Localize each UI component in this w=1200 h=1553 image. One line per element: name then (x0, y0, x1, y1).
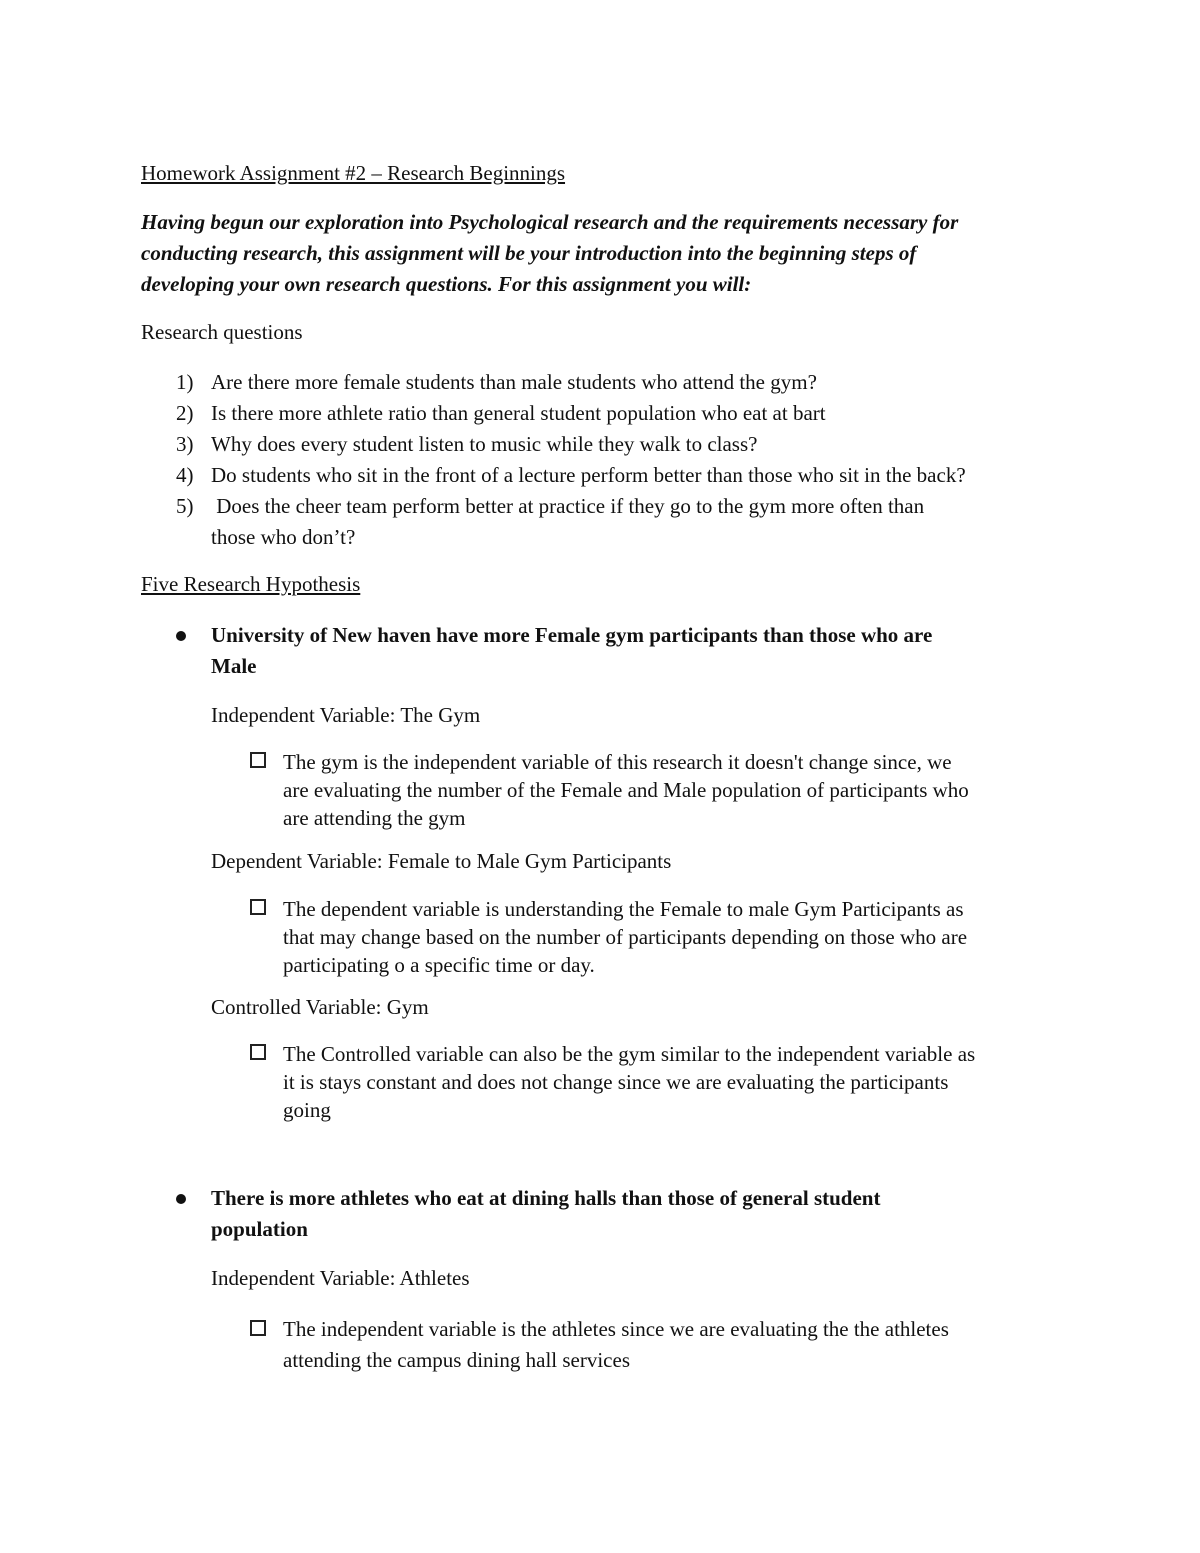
checkbox-icon[interactable] (250, 752, 266, 768)
question-number: 4) (176, 463, 194, 487)
description-line: that may change based on the number of participants depending on those who are (283, 925, 968, 949)
variable-description (283, 895, 967, 979)
description-line: The independent variable is the athletes since we are evaluating the the athletes (283, 1317, 949, 1341)
independent-variable-label: Independent Variable: The Gym (211, 703, 481, 727)
intro-paragraph (141, 207, 1081, 300)
checkbox-icon[interactable] (250, 1320, 266, 1336)
hypothesis-title (211, 1183, 880, 1245)
controlled-variable-label: Controlled Variable: Gym (211, 995, 429, 1019)
question-number: 2) (176, 401, 194, 425)
description-line: are evaluating the number of the Female and Male population of participants who (283, 778, 969, 802)
variable-description (283, 1314, 949, 1376)
intro-line: developing your own research questions. For this assignment you will: (141, 272, 752, 296)
checkbox-icon[interactable] (250, 899, 266, 915)
question-number: 1) (176, 370, 194, 394)
question-text: Are there more female students than male students who attend the gym? (211, 370, 817, 394)
hypothesis-title-line: There is more athletes who eat at dining halls than those of general student (211, 1186, 881, 1210)
description-line: going (283, 1098, 331, 1122)
dependent-variable-label: Dependent Variable: Female to Male Gym Participants (211, 849, 672, 873)
description-line: The gym is the independent variable of this research it doesn't change since, we (283, 750, 952, 774)
hypothesis-title-line: Male (211, 654, 257, 678)
description-line: The dependent variable is understanding the Female to male Gym Participants as (283, 897, 964, 921)
question-text: Is there more athlete ratio than general student population who eat at bart (211, 401, 826, 425)
checkbox-icon[interactable] (250, 1044, 266, 1060)
hypothesis-title-line: University of New haven have more Female gym participants than those who are (211, 623, 933, 647)
page-title: Homework Assignment #2 – Research Beginnings (141, 161, 566, 185)
bullet-icon (176, 631, 186, 641)
description-line: it is stays constant and does not change since we are evaluating the participants (283, 1070, 949, 1094)
question-text: Why does every student listen to music while they walk to class? (211, 432, 758, 456)
description-line: are attending the gym (283, 806, 466, 830)
hypothesis-title-line: population (211, 1217, 308, 1241)
question-text: Do students who sit in the front of a lecture perform better than those who sit in the back? (211, 463, 966, 487)
question-number: 3) (176, 432, 194, 456)
description-line: The Controlled variable can also be the gym similar to the independent variable as (283, 1042, 976, 1066)
intro-line: conducting research, this assignment will be your introduction into the beginning steps of (141, 241, 917, 265)
description-line: attending the campus dining hall services (283, 1348, 630, 1372)
question-text-continued: those who don’t? (211, 525, 356, 549)
description-line: participating o a specific time or day. (283, 953, 595, 977)
question-text: Does the cheer team perform better at practice if they go to the gym more often than (211, 494, 925, 518)
independent-variable-label: Independent Variable: Athletes (211, 1266, 470, 1290)
variable-description (283, 748, 969, 832)
hypothesis-heading: Five Research Hypothesis (141, 572, 361, 596)
bullet-icon (176, 1194, 186, 1204)
intro-line: Having begun our exploration into Psychological research and the requirements necessary for (141, 210, 959, 234)
variable-description (283, 1040, 975, 1124)
hypothesis-title (211, 620, 932, 682)
question-number: 5) (176, 494, 194, 518)
research-questions-label: Research questions (141, 320, 303, 344)
